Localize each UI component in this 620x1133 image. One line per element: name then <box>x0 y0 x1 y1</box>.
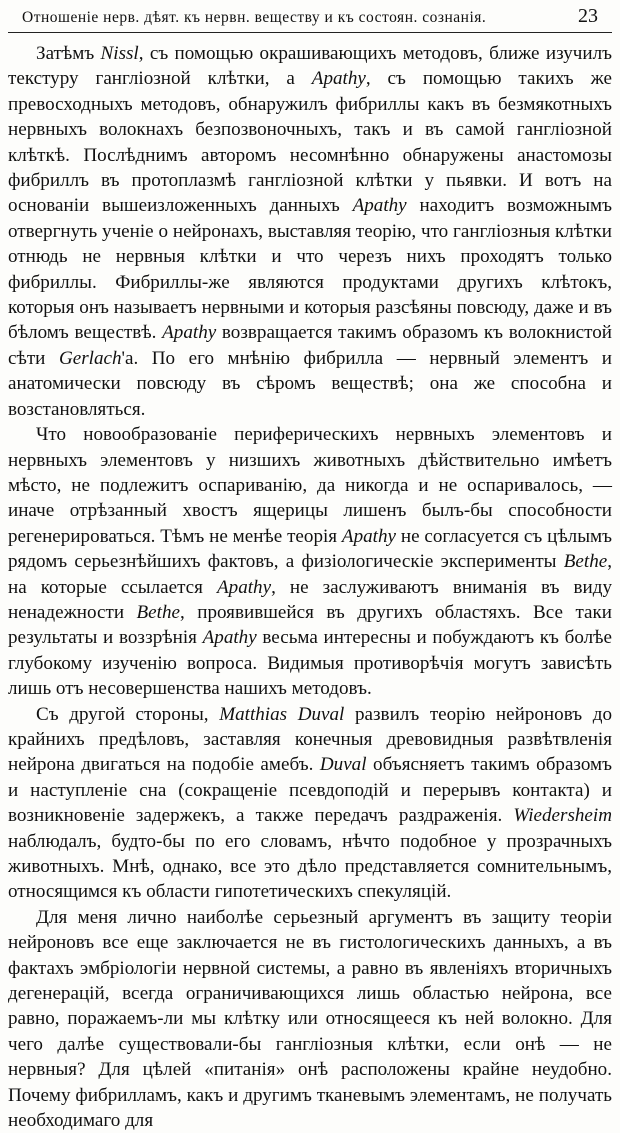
author-name: Bethe <box>136 601 180 623</box>
text-run: наблюдалъ, будто-бы по его словамъ, нѣчто подобное у прозрачныхъ животныхъ. Мнѣ, однако, все это дѣло представляется сомнительнымъ, относящимся къ области гипотетическихъ спекуляцiй. <box>8 830 612 903</box>
text-run: , съ помощью окрашивающихъ методовъ, ближе изучилъ текстуру ганглiозной клѣтки, а <box>8 43 612 90</box>
page-number: 23 <box>578 5 598 27</box>
author-name: Apathy <box>341 525 397 547</box>
paragraph <box>8 905 612 1133</box>
text-run: объясняетъ такимъ образомъ и наступленiе сна (сокращенiе псевдоподiй и перерывъ контакта) и возникновенiе задержекъ, а также передачъ раздраженiя. <box>8 754 612 827</box>
text-run: развилъ теорiю нейроновъ до крайнихъ предѣловъ, заставляя конечныя древовидныя развѣтвленiя нейрона двигаться на подобiе амебъ. <box>8 703 612 776</box>
text-run: не согласуется съ цѣлымъ рядомъ серьезнѣйшихъ фактовъ, а физiологическiе эксперименты <box>8 525 612 573</box>
body-text <box>8 41 612 1133</box>
text-run: Что новообразованiе периферическихъ нервныхъ элементовъ и нервныхъ элементовъ у низшихъ животныхъ дѣйствительно имѣетъ мѣсто, не подлежитъ оспариванiю, да никогда и не оспаривалось, — иначе отрѣзанный хвостъ ящерицы лишенъ былъ-бы способности регенерироваться. Тѣмъ не менѣе теорiя <box>8 424 612 547</box>
text-run: , проявившейся въ другихъ областяхъ. Все таки результаты и воззрѣнiя <box>8 601 612 649</box>
author-name: Apathy <box>216 576 272 598</box>
author-name: Bethe <box>563 551 608 573</box>
author-name: Matthias Duval <box>219 703 345 725</box>
running-head: Отношеніе нерв. дѣят. къ нервн. веществу и къ состоян. сознанія. <box>22 9 487 26</box>
paragraph <box>8 422 612 701</box>
page-header <box>8 4 612 33</box>
text-run: Для меня лично наиболѣе серьезный аргументъ въ защиту теорiи нейроновъ все еще заключается не въ гистологическихъ данныхъ, а въ фактахъ эмбрiологiи нервной системы, а равно въ явленiяхъ вторичныхъ дегенерацiй, всегда ограничивающихся лишь областью нейрона, все равно, поражаемъ-ли мы клѣтку или относящееся къ ней волокно. Для чего далѣе существовали-бы ганглiозныя клѣтки, если онѣ — не нервныя? Для цѣлей «питанiя» онѣ расположены крайне неудобно. Почему фибрилламъ, какъ и другимъ тканевымъ элементамъ, не получать необходимаго для <box>8 906 612 1132</box>
text-run: 'а. По его мнѣнiю фибрилла — нервный элементъ и анатомически повсюду въ сѣромъ веществѣ; она же способна и возстановляться. <box>8 347 612 420</box>
text-run: , на которые ссылается <box>8 551 612 598</box>
text-run: , съ помощью такихъ же превосходныхъ методовъ, обнаружилъ фибриллы какъ въ безмякотныхъ нервныхъ волокнахъ безпозвоночныхъ, такъ и въ самой ганглiозной клѣткѣ. Послѣднимъ авторомъ несомнѣнно обнаружены анастомозы фибриллъ въ протоплазмѣ ганглiозной клѣтки у пьявки. И вотъ на основанiи вышеизложенныхъ данныхъ <box>8 68 612 217</box>
author-name: Apathy <box>352 195 407 217</box>
author-name: Gerlach <box>58 347 122 369</box>
paragraph <box>8 41 612 422</box>
paragraph <box>8 702 612 905</box>
text-run: возвращается такимъ образомъ къ волокнистой сѣти <box>8 322 612 369</box>
text-run: весьма интересны и побуждаютъ къ болѣе глубокому изученiю вопроса. Видимыя противорѣчiя могутъ зависѣть лишь отъ несовершенства нашихъ методовъ. <box>8 627 612 700</box>
author-name: Apathy <box>162 322 217 344</box>
author-name: Apathy <box>311 68 366 90</box>
author-name: Apathy <box>202 627 257 649</box>
text-run: находитъ возможнымъ отвергнуть ученiе о нейронахъ, выставляя теорiю, что ганглiозныя клѣтки отнюдь не нервныя клѣтки и что черезъ нихъ проходятъ только фибриллы. Фибриллы-же являются продуктами другихъ клѣтокъ, которыя онъ называетъ нервными и которыя разсѣяны повсюду, даже и въ бѣломъ веществѣ. <box>8 195 612 344</box>
text-run: Затѣмъ <box>36 43 101 64</box>
author-name: Wiedersheim <box>513 805 612 827</box>
text-run: Съ другой стороны, <box>36 703 220 725</box>
author-name: Duval <box>319 754 367 776</box>
author-name: Nissl <box>100 43 139 64</box>
text-run: , не заслуживаютъ вниманiя въ виду ненадежности <box>8 576 612 623</box>
